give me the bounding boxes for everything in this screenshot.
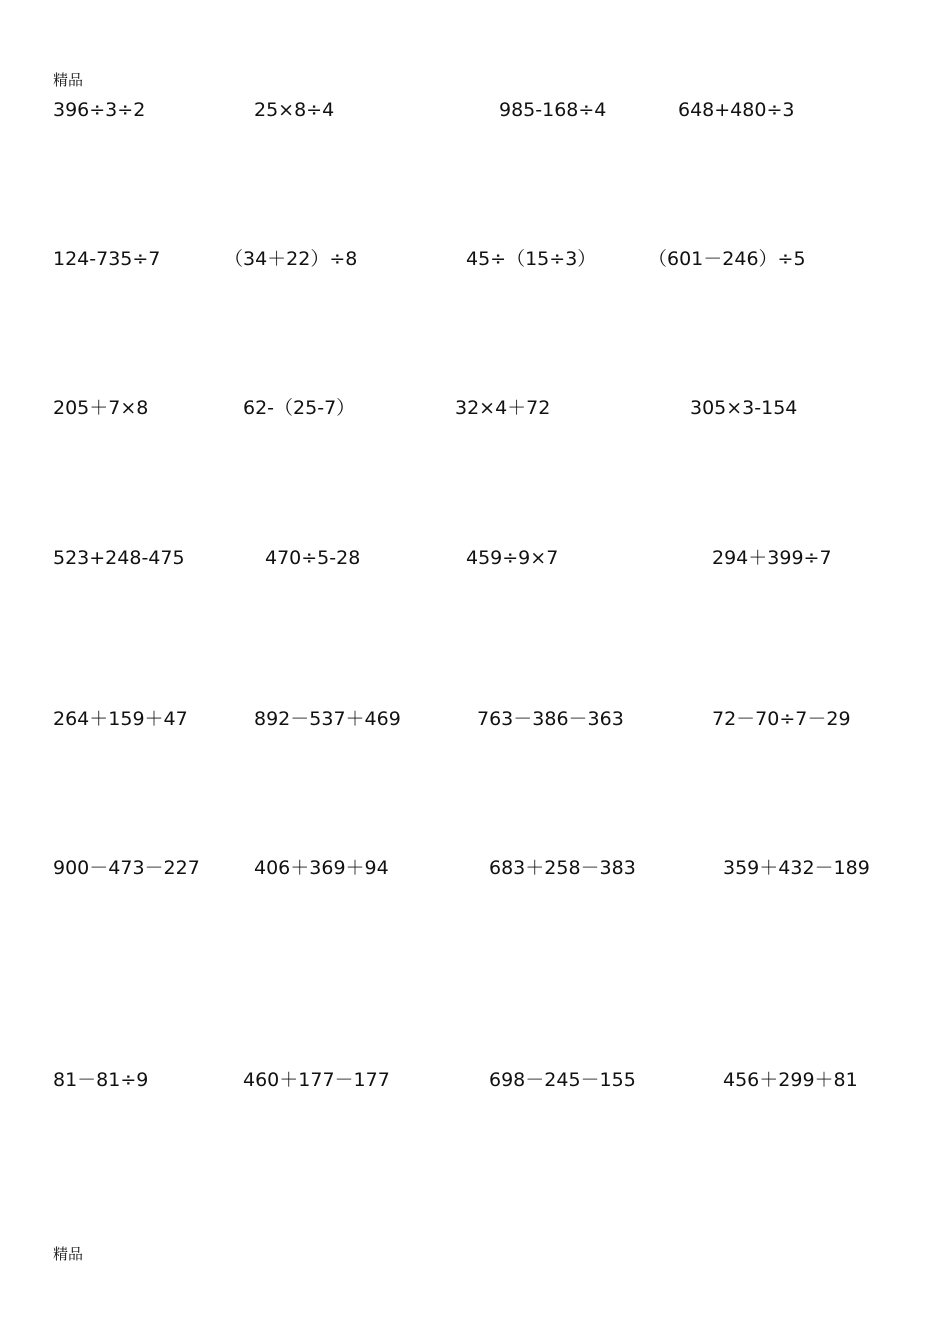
problem-r4-c3: 459÷9×7 <box>466 547 559 569</box>
problem-r6-c2: 406＋369＋94 <box>254 857 389 879</box>
problem-r3-c3: 32×4＋72 <box>455 397 551 419</box>
problem-r1-c1: 396÷3÷2 <box>53 99 146 121</box>
problem-r5-c3: 763－386－363 <box>477 708 624 730</box>
problem-r7-c1: 81－81÷9 <box>53 1069 149 1091</box>
problem-r6-c1: 900－473－227 <box>53 857 200 879</box>
problem-r2-c4: （601－246）÷5 <box>648 248 806 270</box>
problem-r1-c3: 985-168÷4 <box>499 99 607 121</box>
problem-r4-c4: 294＋399÷7 <box>712 547 832 569</box>
problem-r2-c1: 124-735÷7 <box>53 248 161 270</box>
problem-r5-c4: 72－70÷7－29 <box>712 708 851 730</box>
problem-r4-c1: 523+248-475 <box>53 547 185 569</box>
problem-r3-c1: 205＋7×8 <box>53 397 149 419</box>
problem-r5-c2: 892－537＋469 <box>254 708 401 730</box>
problem-r1-c2: 25×8÷4 <box>254 99 335 121</box>
problem-r5-c1: 264＋159＋47 <box>53 708 188 730</box>
problem-r2-c2: （34＋22）÷8 <box>224 248 358 270</box>
problem-r3-c2: 62-（25-7） <box>243 397 356 419</box>
problem-r7-c3: 698－245－155 <box>489 1069 636 1091</box>
problem-r1-c4: 648+480÷3 <box>678 99 795 121</box>
page-footer-label: 精品 <box>53 1245 84 1263</box>
problem-r7-c2: 460＋177－177 <box>243 1069 390 1091</box>
page-header-label: 精品 <box>53 71 84 89</box>
problem-r6-c4: 359＋432－189 <box>723 857 870 879</box>
problem-r2-c3: 45÷（15÷3） <box>466 248 597 270</box>
problem-r7-c4: 456＋299＋81 <box>723 1069 858 1091</box>
problem-r4-c2: 470÷5-28 <box>265 547 361 569</box>
problem-r3-c4: 305×3-154 <box>690 397 798 419</box>
problem-r6-c3: 683＋258－383 <box>489 857 636 879</box>
